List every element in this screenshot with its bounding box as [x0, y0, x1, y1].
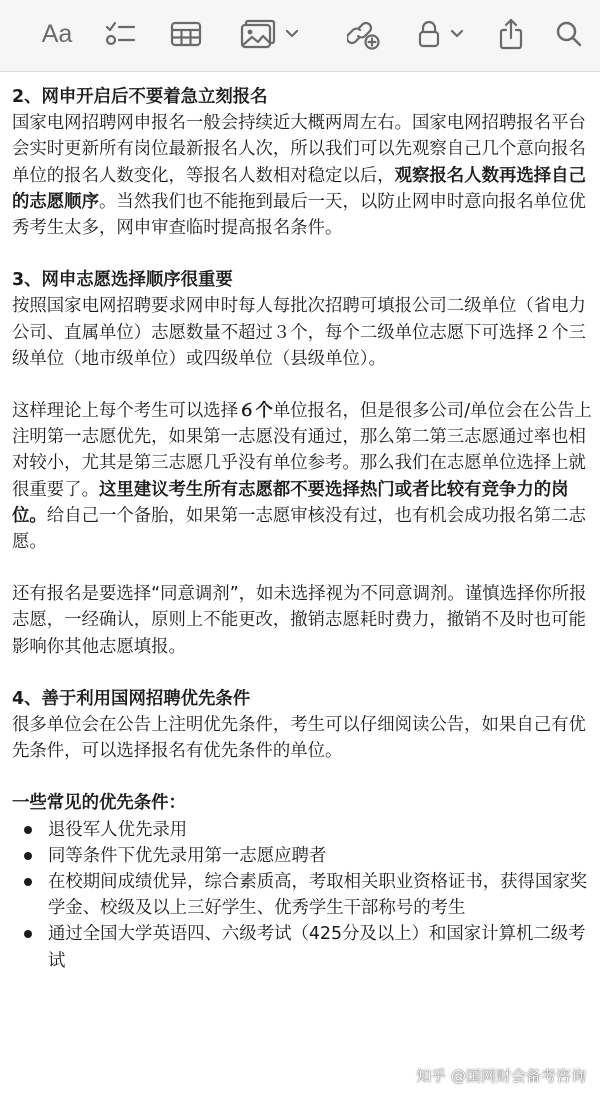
lock-icon: [417, 19, 441, 49]
share-button[interactable]: [496, 14, 526, 54]
paragraph: 很多单位会在公告上注明优先条件，考生可以仔细阅读公告，如果自己有优先条件，可以选择报名有优先条件的单位。: [12, 715, 586, 762]
list-heading: 一些常见的优先条件：: [12, 793, 186, 814]
lock-button[interactable]: [414, 14, 468, 54]
list-item: 在校期间成绩优异，综合素质高，考取相关职业资格证书，获得国家奖学金、校级及以上三好学生、优秀学生干部称号的考生: [12, 869, 592, 921]
paragraph: 还有报名是要选择“同意调剂”，如未选择视为不同意调剂。谨慎选择你所报志愿，一经确认，原则上不能更改，撤销志愿耗时费力，撤销不及时也可能影响你其他志愿填报。: [12, 584, 587, 657]
list-item: 同等条件下优先录用第一志愿应聘者: [12, 843, 592, 869]
section-heading: 2、网申开启后不要着急立刻报名: [12, 87, 268, 107]
media-icon: [240, 19, 276, 49]
note-body[interactable]: [12, 84, 592, 974]
bullet-icon: [24, 852, 32, 860]
section-heading: 4、善于利用国网招聘优先条件: [12, 688, 251, 709]
paragraph: 国家电网招聘网申报名一般会持续近大概两周左右。国家电网招聘报名平台会实时更新所有岗位最新报名人次，所以我们可以先观察自己几个意向报名单位的报名人数变化，等报名人数相对稳定以后，观察报名人数再选择自己的志愿顺序。当然我们也不能拖到最后一天，以防止网申时意向报名单位优秀考生太多，网申审查临时提高报名条件。: [12, 113, 586, 239]
text-format-icon: Aa: [41, 19, 73, 48]
list-item: 通过全国大学英语四、六级考试（425分及以上）和国家计算机二级考试: [12, 921, 592, 973]
section-heading: 3、网申志愿选择顺序很重要: [12, 270, 233, 291]
media-button[interactable]: [238, 14, 302, 54]
watermark: 知乎 @国网财会备考咨询: [416, 1067, 586, 1085]
bullet-icon: [24, 878, 32, 886]
search-button[interactable]: [554, 14, 584, 54]
table-button[interactable]: [168, 14, 204, 54]
share-icon: [498, 18, 524, 50]
chevron-down-icon: [284, 28, 300, 40]
priority-list: [12, 817, 592, 974]
list-item: 退役军人优先录用: [12, 817, 592, 843]
paragraph: 这样理论上每个考生可以选择６个单位报名，但是很多公司/单位会在公告上注明第一志愿优先，如果第一志愿没有通过，那么第二第三志愿通过率也相对较小，尤其是第三志愿几乎没有单位参考。那么我们在志愿单位选择上就很重要了。这里建议考生所有志愿都不要选择热门或者比较有竞争力的岗位。给自己一个备胎，如果第一志愿审核没有过，也有机会成功报名第二志愿。: [12, 401, 592, 553]
table-icon: [170, 21, 202, 47]
search-icon: [555, 20, 583, 48]
text-format-button[interactable]: [38, 14, 76, 54]
checklist-button[interactable]: [102, 14, 138, 54]
bullet-icon: [24, 826, 32, 834]
chevron-down-icon: [449, 28, 465, 40]
collaborate-icon: [347, 18, 381, 50]
bullet-icon: [24, 930, 32, 938]
collaborate-button[interactable]: [346, 14, 382, 54]
paragraph: 按照国家电网招聘要求网申时每人每批次招聘可填报公司二级单位（省电力公司、直属单位）志愿数量不超过３个，每个二级单位志愿下可选择２个三级单位（地市级单位）或四级单位（县级单位）。: [12, 296, 586, 369]
notes-toolbar: [0, 0, 600, 72]
checklist-icon: [104, 19, 136, 49]
